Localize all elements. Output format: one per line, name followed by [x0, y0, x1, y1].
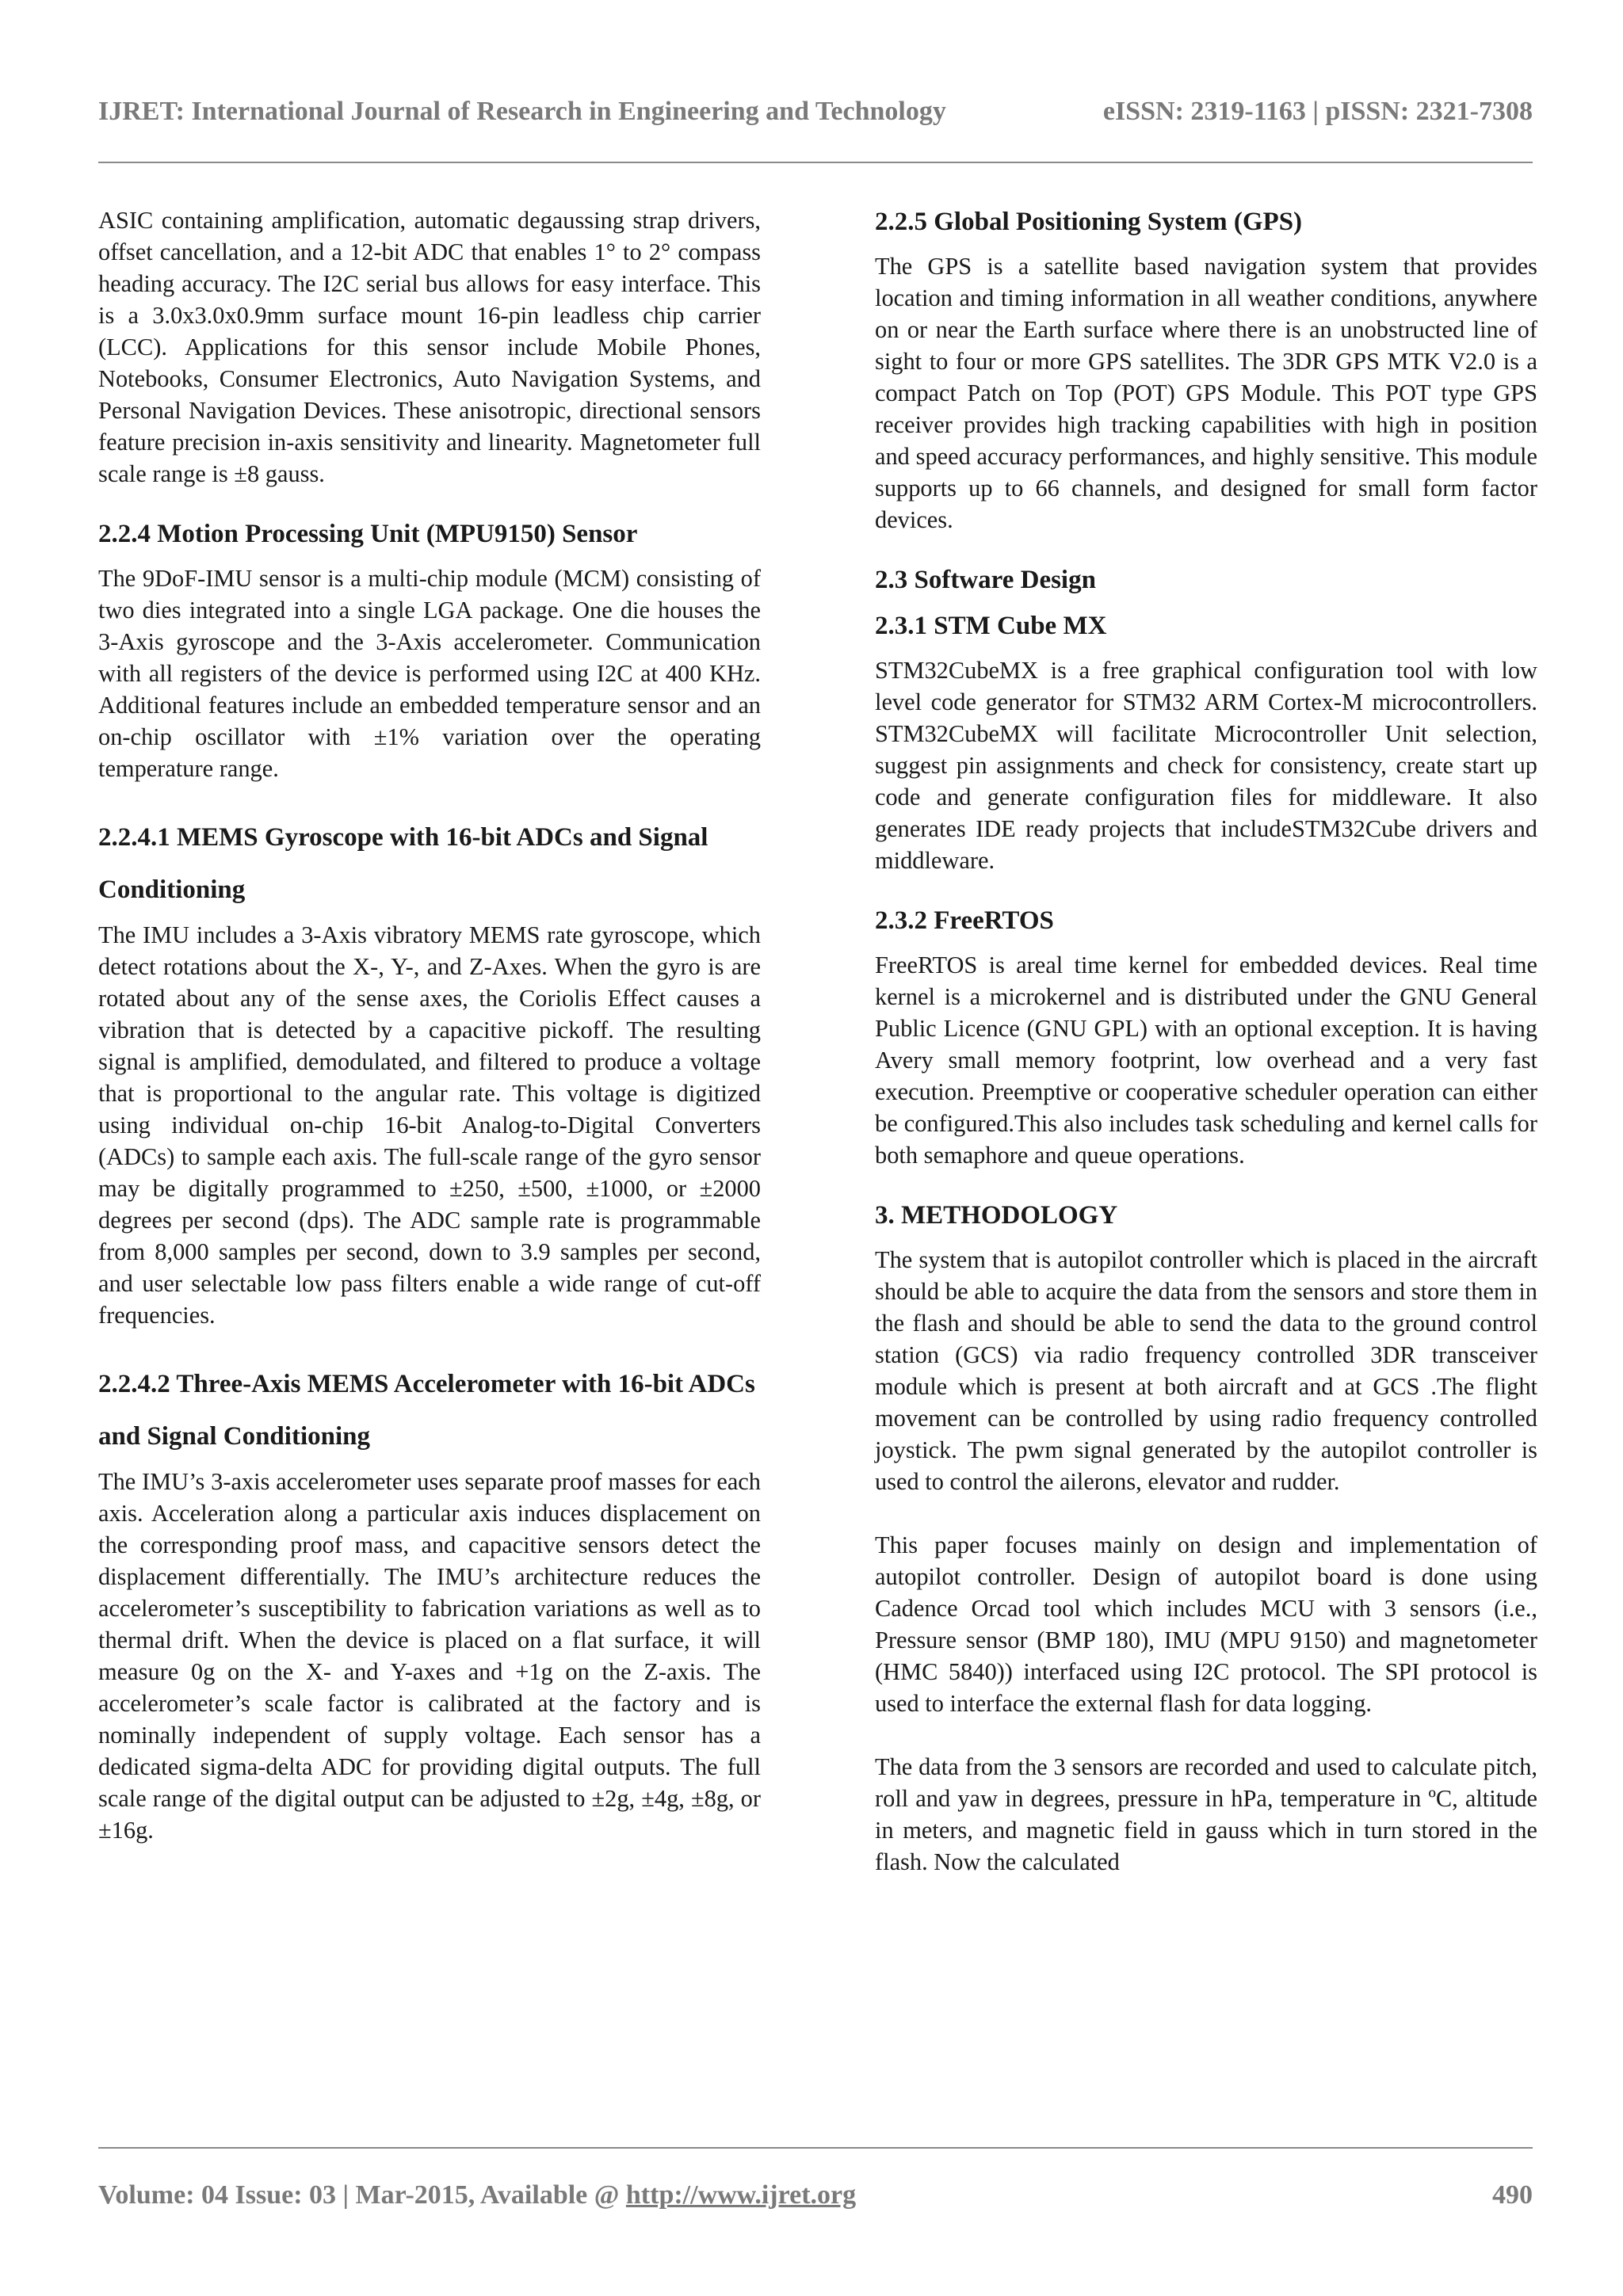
heading-2-3: 2.3 Software Design	[875, 566, 1096, 594]
journal-name: IJRET: International Journal of Research in Engineering and Technology	[98, 97, 946, 126]
paragraph-accelerometer: The IMU’s 3-axis accelerometer uses separate proof masses for each axis. Acceleration along a particular axis induces displacement on the corresponding proof mass, and capacitive sensors detect the displacement differentially. The IMU’s architecture reduces the accelerometer’s susceptibility to fabrication variations as well as to thermal drift. When the device is placed on a flat surface, it will measure 0g on the X- and Y-axes and +1g on the Z-axis. The accelerometer’s scale factor is calibrated at the factory and is nominally independent of supply voltage. Each sensor has a dedicated sigma-delta ADC for providing digital outputs. The full scale range of the digital output can be adjusted to ±2g, ±4g, ±8g, or ±16g.	[98, 1468, 761, 1844]
paragraph-methodology-2: This paper focuses mainly on design and implementation of autopilot controller. Design of autopilot board is done using Cadence Orcad tool which includes MCU with 3 sensors (i.e., Pressure sensor (BMP 180), IMU (MPU 9150) and magnetometer (HMC 5840)) interfaced using I2C protocol. The SPI protocol is used to interface the external flash for data logging.	[875, 1531, 1537, 1717]
heading-2-2-4: 2.2.4 Motion Processing Unit (MPU9150) Sensor	[98, 520, 638, 548]
heading-2-2-4-2: 2.2.4.2 Three-Axis MEMS Accelerometer with 16-bit ADCs and Signal Conditioning	[98, 1370, 755, 1451]
journal-link[interactable]: http://www.ijret.org	[625, 2180, 857, 2210]
heading-2-3-2: 2.3.2 FreeRTOS	[875, 906, 1054, 935]
heading-2-2-5: 2.2.5 Global Positioning System (GPS)	[875, 208, 1303, 236]
left-column	[98, 204, 761, 1846]
paragraph-methodology-1: The system that is autopilot controller which is placed in the aircraft should be able to acquire the data from the sensors and store them in the flash and should be able to send the data to the ground control station (GCS) via radio frequency controlled 3DR transceiver module which is present at both aircraft and at GCS .The flight movement can be controlled by using radio frequency controlled joystick. The pwm signal generated by the autopilot controller is used to control the ailerons, elevator and rudder.	[875, 1246, 1537, 1495]
paragraph-freertos: FreeRTOS is areal time kernel for embedded devices. Real time kernel is a microkernel and is distributed under the GNU General Public Licence (GNU GPL) with an optional exception. It is having Avery small memory footprint, low overhead and a very fast execution. Preemptive or cooperative scheduler operation can either be configured.This also includes task scheduling and kernel calls for both semaphore and queue operations.	[875, 952, 1537, 1169]
running-header	[98, 97, 1533, 136]
page-number: 490	[1492, 2180, 1533, 2210]
paragraph-magnetometer: ASIC containing amplification, automatic degaussing strap drivers, offset cancellation, and a 12-bit ADC that enables 1° to 2° compass heading accuracy. The I2C serial bus allows for easy interface. This is a 3.0x3.0x0.9mm surface mount 16-pin leadless chip carrier (LCC). Applications for this sensor include Mobile Phones, Notebooks, Consumer Electronics, Auto Navigation Systems, and Personal Navigation Devices. These anisotropic, directional sensors feature precision in-axis sensitivity and linearity. Magnetometer full scale range is ±8 gauss.	[98, 207, 761, 487]
heading-2-3-1: 2.3.1 STM Cube MX	[875, 612, 1107, 640]
paragraph-gyroscope: The IMU includes a 3-Axis vibratory MEMS rate gyroscope, which detect rotations about the X-, Y-, and Z-Axes. When the gyro is are rotated about any of the sense axes, the Coriolis Effect causes a vibration that is detected by a capacitive pickoff. The resulting signal is amplified, demodulated, and filtered to produce a voltage that is proportional to the angular rate. This voltage is digitized using individual on-chip 16-bit Analog-to-Digital Converters (ADCs) to sample each axis. The full-scale range of the gyro sensor may be digitally programmed to ±250, ±500, ±1000, or ±2000 degrees per second (dps). The ADC sample rate is programmable from 8,000 samples per second, down to 3.9 samples per second, and user selectable low pass filters enable a wide range of cut-off frequencies.	[98, 921, 761, 1329]
header-rule	[98, 162, 1533, 163]
issn-info: eISSN: 2319-1163 | pISSN: 2321-7308	[1102, 97, 1533, 126]
paragraph-methodology-3: The data from the 3 sensors are recorded and used to calculate pitch, roll and yaw in degrees, pressure in hPa, temperature in ºC, altitude in meters, and magnetic field in gauss which in turn stored in the flash. Now the calculated	[875, 1753, 1537, 1875]
volume-info	[98, 2180, 856, 2210]
right-column	[875, 204, 1537, 1878]
heading-2-2-4-1: 2.2.4.1 MEMS Gyroscope with 16-bit ADCs and Signal Conditioning	[98, 823, 708, 904]
paragraph-stm-cube: STM32CubeMX is a free graphical configuration tool with low level code generator for STM32 ARM Cortex-M microcontrollers. STM32CubeMX will facilitate Microcontroller Unit selection, suggest pin assignments and check for consistency, create start up code and generate configuration files for middleware. It also generates IDE ready projects that includeSTM32Cube drivers and middleware.	[875, 657, 1537, 874]
footer-rule	[98, 2147, 1533, 2149]
paragraph-mpu9150: The 9DoF-IMU sensor is a multi-chip module (MCM) consisting of two dies integrated into a single LGA package. One die houses the 3-Axis gyroscope and the 3-Axis accelerometer. Communication with all registers of the device is performed using I2C at 400 KHz. Additional features include an embedded temperature sensor and an on-chip oscillator with ±1% variation over the operating temperature range.	[98, 565, 761, 782]
page-footer	[98, 2180, 1533, 2220]
heading-3-methodology: 3. METHODOLOGY	[875, 1201, 1118, 1230]
paragraph-gps: The GPS is a satellite based navigation system that provides location and timing information in all weather conditions, anywhere on or near the Earth surface where there is an unobstructed line of sight to four or more GPS satellites. The 3DR GPS MTK V2.0 is a compact Patch on Top (POT) GPS Module. This POT type GPS receiver provides high tracking capabilities with high in position and speed accuracy performances, and highly sensitive. This module supports up to 66 channels, and designed for small form factor devices.	[875, 253, 1537, 533]
volume-text: Volume: 04 Issue: 03 | Mar-2015, Available @	[98, 2180, 626, 2210]
